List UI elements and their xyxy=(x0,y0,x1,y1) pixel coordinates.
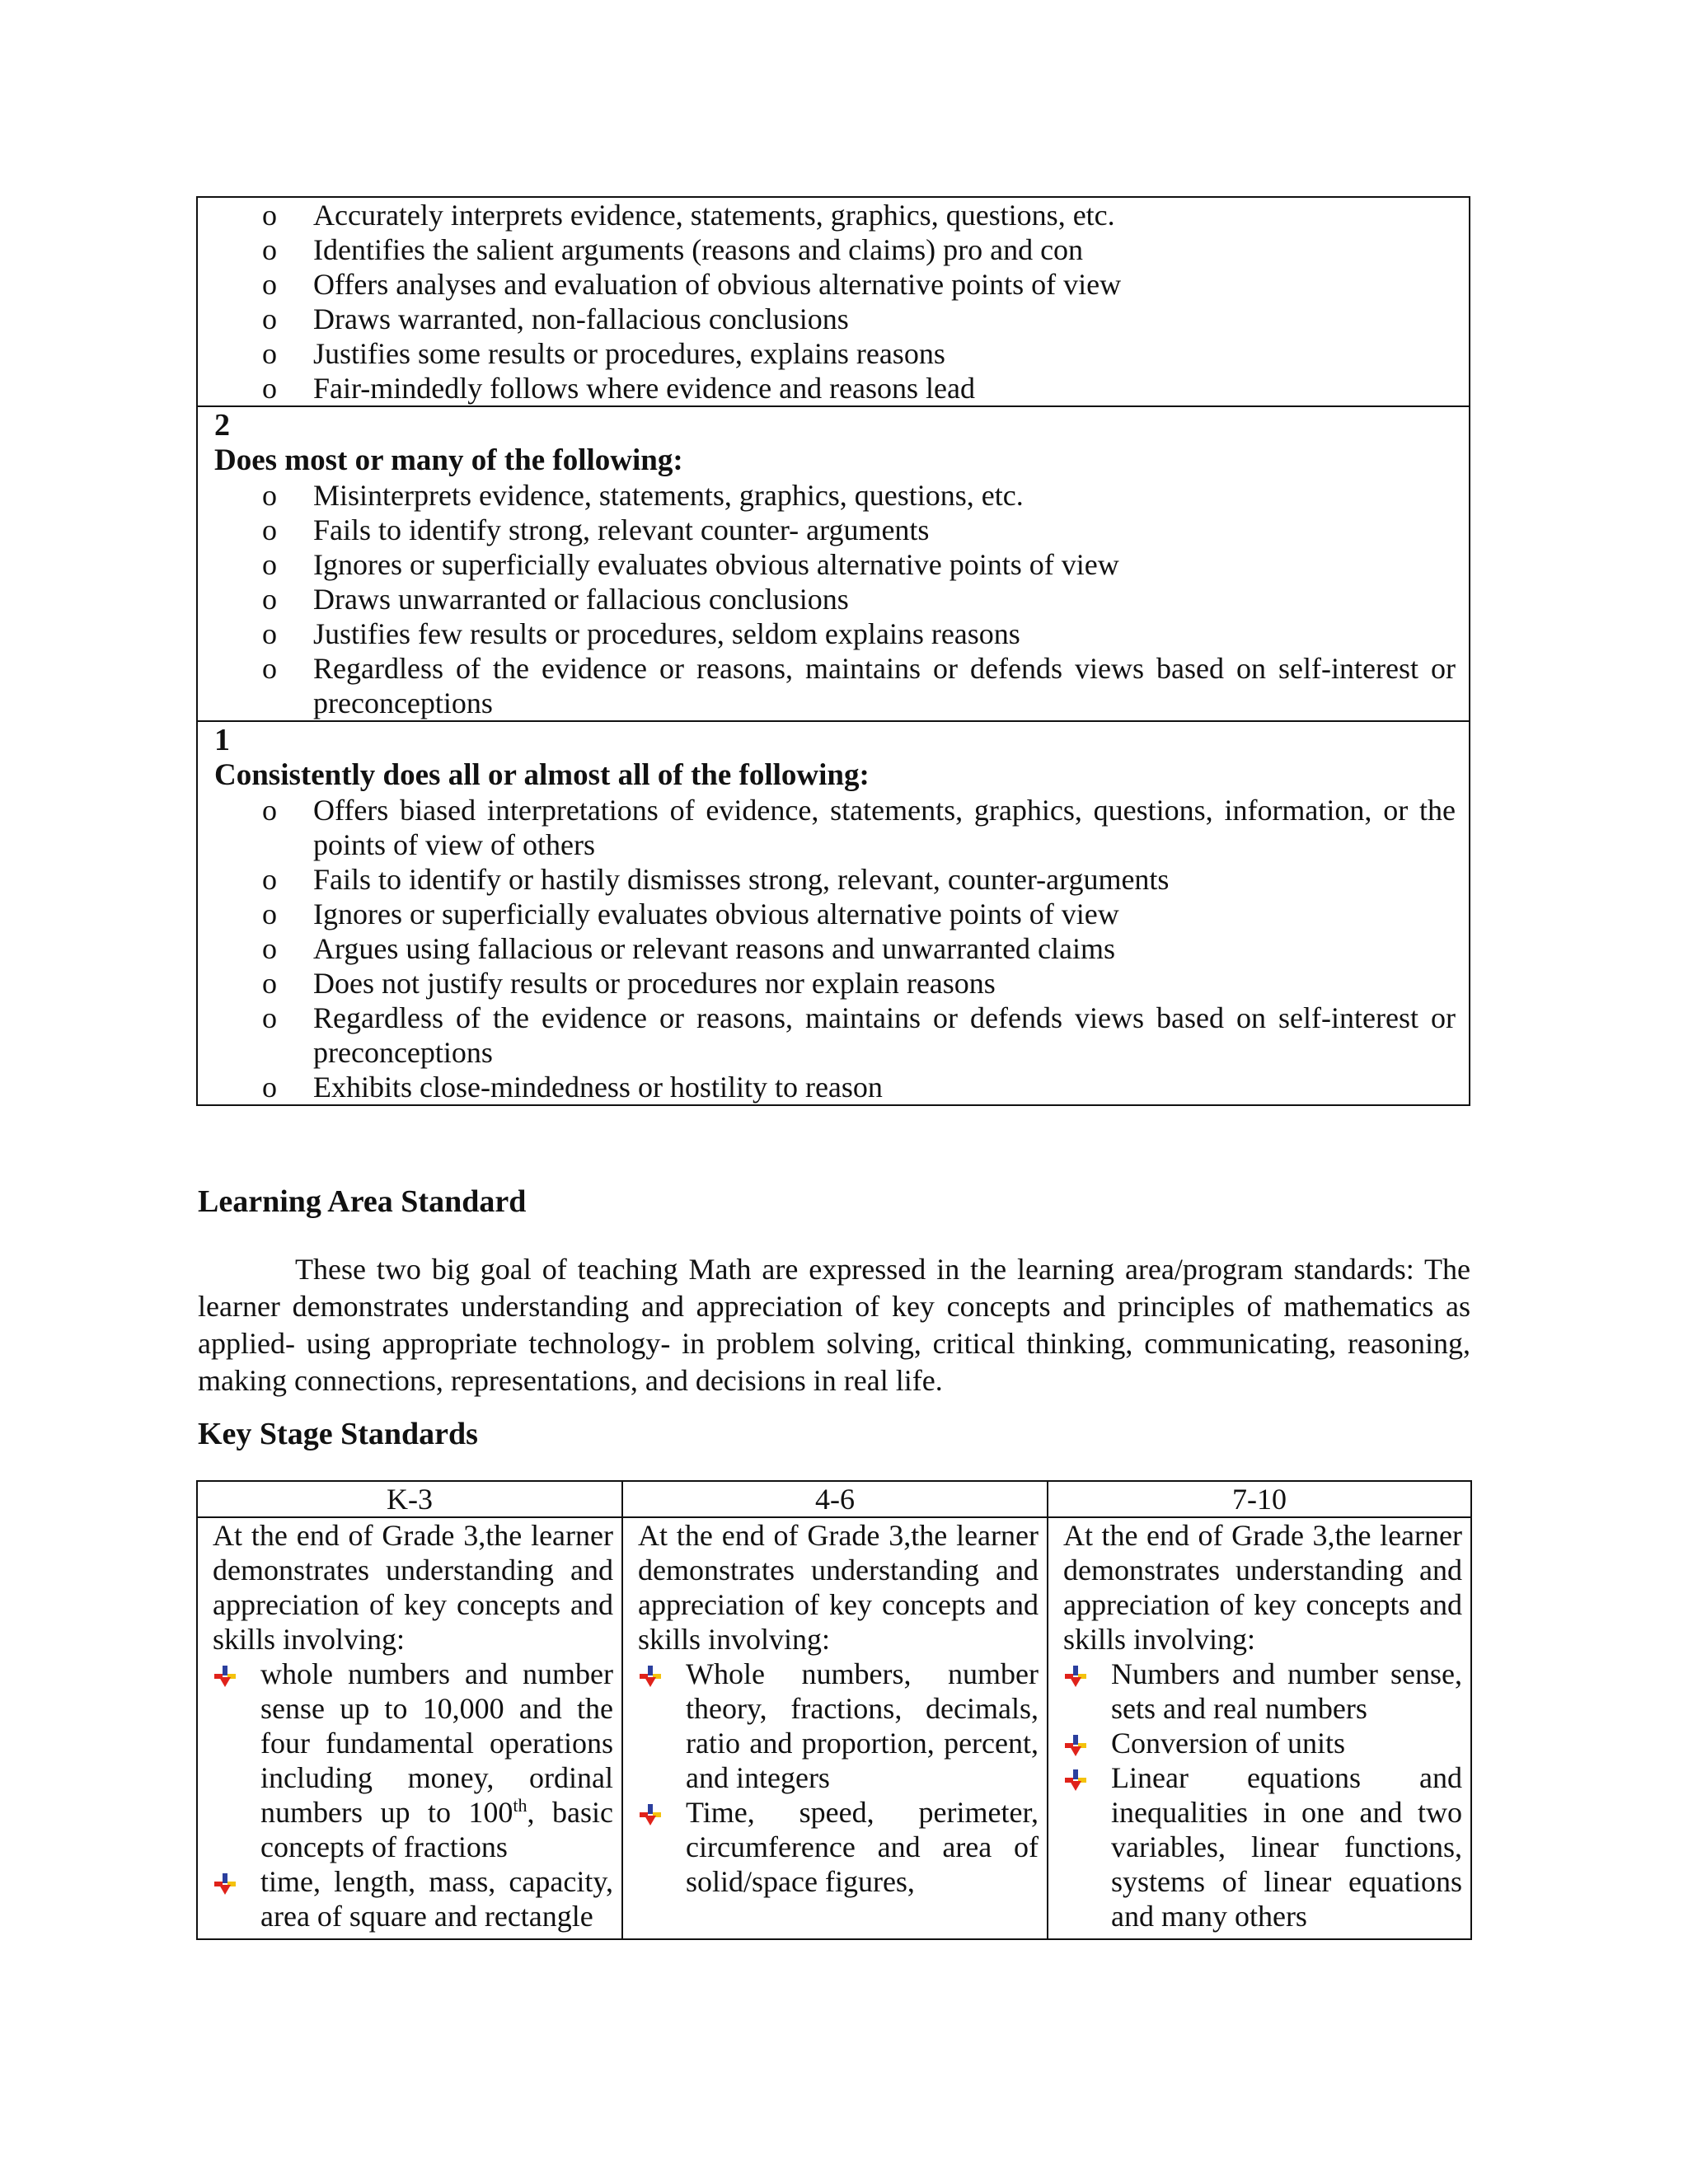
rubric-score-1-list xyxy=(214,793,1456,1104)
list-item-text: Draws unwarranted or fallacious conclusions xyxy=(313,583,849,616)
list-item-text: Misinterprets evidence, statements, graphics, questions, etc. xyxy=(313,479,1024,512)
cell-list xyxy=(213,1657,613,1933)
list-item-text: Justifies some results or procedures, explains reasons xyxy=(313,337,945,370)
list-item xyxy=(1063,1657,1462,1726)
key-stage-cell xyxy=(622,1517,1048,1939)
list-item xyxy=(214,478,1456,513)
list-item xyxy=(214,651,1456,720)
list-item xyxy=(214,336,1456,371)
list-item xyxy=(214,793,1456,862)
list-item-text: Offers analyses and evaluation of obvious alternative points of view xyxy=(313,268,1122,301)
cell-lead-text: At the end of Grade 3,the learner demonstrates understanding and appreciation of key concepts and skills involving: xyxy=(213,1519,613,1656)
list-item xyxy=(214,513,1456,547)
arrow-bullet-icon xyxy=(638,1800,663,1825)
circle-bullet-icon: o xyxy=(262,372,277,405)
list-item-text-part: Whole numbers, number theory, fractions, decimals, ratio and proportion, percent, and integers xyxy=(686,1657,1039,1794)
score-instruction: Consistently does all or almost all of the following: xyxy=(214,758,870,792)
list-item xyxy=(638,1795,1039,1899)
list-item-text xyxy=(260,1865,613,1933)
arrow-bullet-icon xyxy=(638,1661,663,1686)
rubric-top-list xyxy=(214,198,1456,405)
arrow-bullet-icon xyxy=(213,1661,237,1686)
list-item xyxy=(638,1657,1039,1795)
circle-bullet-icon: o xyxy=(262,233,277,266)
list-item-text-part: Conversion of units xyxy=(1111,1727,1345,1760)
list-item-text xyxy=(1111,1657,1462,1725)
list-item xyxy=(214,371,1456,405)
list-item xyxy=(214,547,1456,582)
circle-bullet-icon: o xyxy=(262,337,277,370)
list-item-text-part: Linear equations and inequalities in one and two variables, linear functions, systems of linear equations and many others xyxy=(1111,1761,1462,1933)
key-stage-body-row xyxy=(197,1517,1471,1939)
list-item-text-part: Numbers and number sense, sets and real numbers xyxy=(1111,1657,1462,1725)
list-item-text: Offers biased interpretations of evidence, statements, graphics, questions, information, or the points of view of others xyxy=(313,794,1456,861)
circle-bullet-icon: o xyxy=(262,932,277,965)
list-item xyxy=(214,1070,1456,1104)
rubric-table xyxy=(196,196,1470,1106)
score-instruction: Does most or many of the following: xyxy=(214,443,683,477)
rubric-score-2-list xyxy=(214,478,1456,720)
list-item-text: Identifies the salient arguments (reasons and claims) pro and con xyxy=(313,233,1084,266)
rubric-score-2-cell xyxy=(198,405,1469,720)
list-item-text xyxy=(686,1657,1039,1794)
list-item-text: Accurately interprets evidence, statements, graphics, questions, etc. xyxy=(313,199,1115,232)
key-stage-table xyxy=(196,1480,1472,1940)
arrow-bullet-icon xyxy=(1063,1731,1088,1755)
list-item-text: Ignores or superficially evaluates obvious alternative points of view xyxy=(313,898,1119,930)
list-item xyxy=(214,862,1456,897)
score-label: 1 xyxy=(214,723,230,757)
list-item xyxy=(1063,1760,1462,1933)
list-item-text-part: time, length, mass, capacity, area of square and rectangle xyxy=(260,1865,613,1933)
list-item-text: Fails to identify or hastily dismisses strong, relevant, counter-arguments xyxy=(313,863,1170,896)
circle-bullet-icon: o xyxy=(262,1001,277,1034)
circle-bullet-icon: o xyxy=(262,967,277,1000)
list-item-text: Argues using fallacious or relevant reasons and unwarranted claims xyxy=(313,932,1116,965)
circle-bullet-icon: o xyxy=(262,863,277,896)
list-item xyxy=(214,302,1456,336)
key-stage-header-row xyxy=(197,1481,1471,1517)
list-item-text: Ignores or superficially evaluates obvious alternative points of view xyxy=(313,548,1119,581)
list-item-text: Regardless of the evidence or reasons, maintains or defends views based on self-interest or preconceptions xyxy=(313,1001,1456,1069)
list-item-text: Fails to identify strong, relevant counter- arguments xyxy=(313,513,930,546)
learning-area-paragraph xyxy=(198,1251,1470,1399)
key-stage-cell xyxy=(197,1517,622,1939)
cell-list xyxy=(1063,1657,1462,1933)
circle-bullet-icon: o xyxy=(262,583,277,616)
learning-area-heading: Learning Area Standard xyxy=(198,1184,527,1219)
column-header: 4-6 xyxy=(622,1481,1048,1517)
list-item-text xyxy=(1111,1727,1345,1760)
list-item-text xyxy=(260,1657,613,1863)
list-item-text: Draws warranted, non-fallacious conclusions xyxy=(313,302,849,335)
arrow-bullet-icon xyxy=(1063,1765,1088,1790)
list-item xyxy=(214,616,1456,651)
list-item xyxy=(214,232,1456,267)
circle-bullet-icon: o xyxy=(262,302,277,335)
column-header: 7-10 xyxy=(1048,1481,1471,1517)
circle-bullet-icon: o xyxy=(262,268,277,301)
list-item-text-part: , basic concepts of fractions xyxy=(260,1796,613,1863)
list-item-text: Does not justify results or procedures nor explain reasons xyxy=(313,967,996,1000)
list-item-text: Justifies few results or procedures, seldom explains reasons xyxy=(313,617,1020,650)
circle-bullet-icon: o xyxy=(262,548,277,581)
learning-area-text: These two big goal of teaching Math are expressed in the learning area/program standards: The learner demonstrates understanding and appreciation of key concepts and principles of mathematics as applied- using appropriate technology- in problem solving, critical thinking, communicating, reasoning, making connections, representations, and decisions in real life. xyxy=(198,1253,1470,1397)
list-item xyxy=(214,897,1456,931)
circle-bullet-icon: o xyxy=(262,513,277,546)
arrow-bullet-icon xyxy=(213,1869,237,1894)
list-item xyxy=(214,198,1456,232)
cell-lead-text: At the end of Grade 3,the learner demonstrates understanding and appreciation of key concepts and skills involving: xyxy=(1063,1519,1462,1656)
key-stage-cell xyxy=(1048,1517,1471,1939)
list-item-text xyxy=(686,1796,1039,1898)
cell-lead-text: At the end of Grade 3,the learner demonstrates understanding and appreciation of key concepts and skills involving: xyxy=(638,1519,1039,1656)
cell-list xyxy=(638,1657,1039,1899)
list-item xyxy=(214,582,1456,616)
list-item-text-part: Time, speed, perimeter, circumference and area of solid/space figures, xyxy=(686,1796,1039,1898)
key-stage-heading: Key Stage Standards xyxy=(198,1417,478,1451)
circle-bullet-icon: o xyxy=(262,794,277,827)
list-item-text: Fair-mindedly follows where evidence and reasons lead xyxy=(313,372,976,405)
list-item xyxy=(214,267,1456,302)
list-item xyxy=(213,1864,613,1933)
list-item-text xyxy=(1111,1761,1462,1933)
circle-bullet-icon: o xyxy=(262,1071,277,1104)
arrow-bullet-icon xyxy=(1063,1661,1088,1686)
circle-bullet-icon: o xyxy=(262,652,277,685)
list-item xyxy=(214,931,1456,966)
circle-bullet-icon: o xyxy=(262,479,277,512)
circle-bullet-icon: o xyxy=(262,898,277,930)
list-item xyxy=(1063,1726,1462,1760)
rubric-score-3-cell xyxy=(198,198,1469,405)
circle-bullet-icon: o xyxy=(262,617,277,650)
ordinal-superscript: th xyxy=(513,1795,528,1816)
list-item-text-part: whole numbers and number sense up to 10,000 and the four fundamental operations including money, ordinal numbers up to 100 xyxy=(260,1657,613,1829)
list-item-text: Regardless of the evidence or reasons, maintains or defends views based on self-interest or preconceptions xyxy=(313,652,1456,719)
list-item xyxy=(214,966,1456,1001)
list-item-text: Exhibits close-mindedness or hostility to reason xyxy=(313,1071,883,1104)
list-item xyxy=(214,1001,1456,1070)
score-label: 2 xyxy=(214,408,230,443)
list-item xyxy=(213,1657,613,1864)
rubric-score-1-cell xyxy=(198,720,1469,1104)
circle-bullet-icon: o xyxy=(262,199,277,232)
column-header: K-3 xyxy=(197,1481,622,1517)
